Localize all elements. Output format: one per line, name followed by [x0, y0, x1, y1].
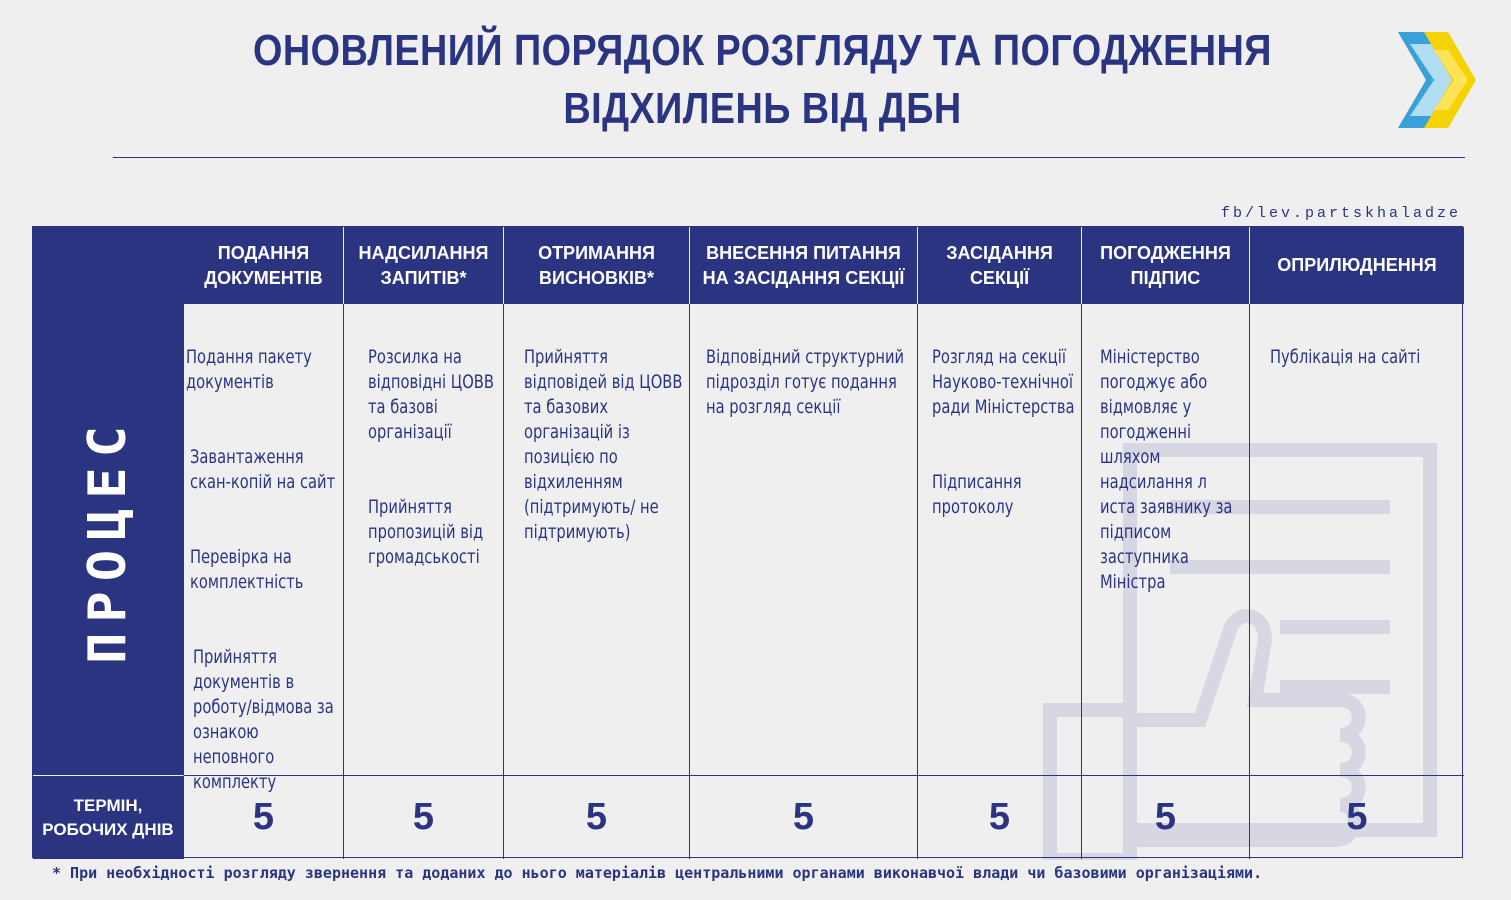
process-label: ПРОЦЕС — [78, 415, 138, 664]
row-label-process — [33, 304, 184, 776]
column-header-submission: ПОДАННЯ ДОКУМЕНТІВ — [184, 227, 344, 304]
process-cell-meeting — [918, 304, 1082, 776]
process-cell-agenda — [690, 304, 918, 776]
column-header-meeting: ЗАСІДАННЯ СЕКЦІЇ — [918, 227, 1082, 304]
footnote: * При необхідності розгляду звернення та доданих до нього матеріалів центральними органами виконавчої влади чи базовими організаціями. — [52, 864, 1263, 882]
term-value-submission: 5 — [184, 776, 344, 859]
table-corner — [33, 227, 184, 304]
process-cell-requests — [344, 304, 504, 776]
list-item: Розсилка на відповідні ЦОВВ та базові організації — [368, 346, 494, 443]
term-value-approval: 5 — [1082, 776, 1250, 859]
title-divider — [113, 157, 1465, 158]
column-header-conclusions: ОТРИМАННЯ ВИСНОВКІВ* — [504, 227, 690, 304]
column-header-publication: ОПРИЛЮДНЕННЯ — [1250, 227, 1464, 304]
list-item: Прийняття пропозицій від громадськості — [368, 496, 484, 568]
list-item: Міністерство погоджує або відмовляє у погодженні шляхом надсилання л иста заявнику за підписом заступника Міністра — [1100, 346, 1233, 593]
term-value-agenda: 5 — [690, 776, 918, 859]
list-item: Відповідний структурний підрозділ готує подання на розгляд секції — [706, 346, 905, 418]
list-item: Підписання протоколу — [932, 471, 1022, 518]
list-item: Завантаження скан-копій на сайт — [190, 446, 336, 493]
page-title — [236, 22, 1290, 138]
list-item: Розгляд на секції Науково-технічної ради Міністерства — [932, 346, 1075, 418]
list-item: Подання пакету документів — [186, 346, 312, 393]
term-value-meeting: 5 — [918, 776, 1082, 859]
list-item: Прийняття документів в роботу/відмова за ознакою неповного комплекту — [193, 646, 334, 793]
page-title-line-1: ОНОВЛЕНИЙ ПОРЯДОК РОЗГЛЯДУ ТА ПОГОДЖЕННЯ — [253, 26, 1272, 75]
process-cell-publication — [1250, 304, 1464, 776]
chevron-arrows-icon — [1396, 30, 1478, 130]
author-credit: fb/lev.partskhaladze — [1220, 205, 1461, 222]
row-label-term: ТЕРМІН, РОБОЧИХ ДНІВ — [33, 776, 184, 859]
term-value-requests: 5 — [344, 776, 504, 859]
column-header-requests: НАДСИЛАННЯ ЗАПИТІВ* — [344, 227, 504, 304]
page-title-line-2: ВІДХИЛЕНЬ ВІД ДБН — [563, 84, 962, 133]
list-item: Перевірка на комплектність — [190, 546, 304, 593]
list-item: Публікація на сайті — [1270, 346, 1421, 368]
process-cell-approval — [1082, 304, 1250, 776]
process-cell-submission — [184, 304, 344, 793]
column-header-agenda: ВНЕСЕННЯ ПИТАННЯ НА ЗАСІДАННЯ СЕКЦІЇ — [690, 227, 918, 304]
process-table — [32, 226, 1463, 858]
term-value-conclusions: 5 — [504, 776, 690, 859]
process-cell-conclusions — [504, 304, 690, 776]
column-header-approval: ПОГОДЖЕННЯ ПІДПИС — [1082, 227, 1250, 304]
list-item: Прийняття відповідей від ЦОВВ та базових організацій із позицією по відхиленням (підтримують/ не підтримують) — [524, 346, 683, 543]
term-value-publication: 5 — [1346, 796, 1368, 838]
